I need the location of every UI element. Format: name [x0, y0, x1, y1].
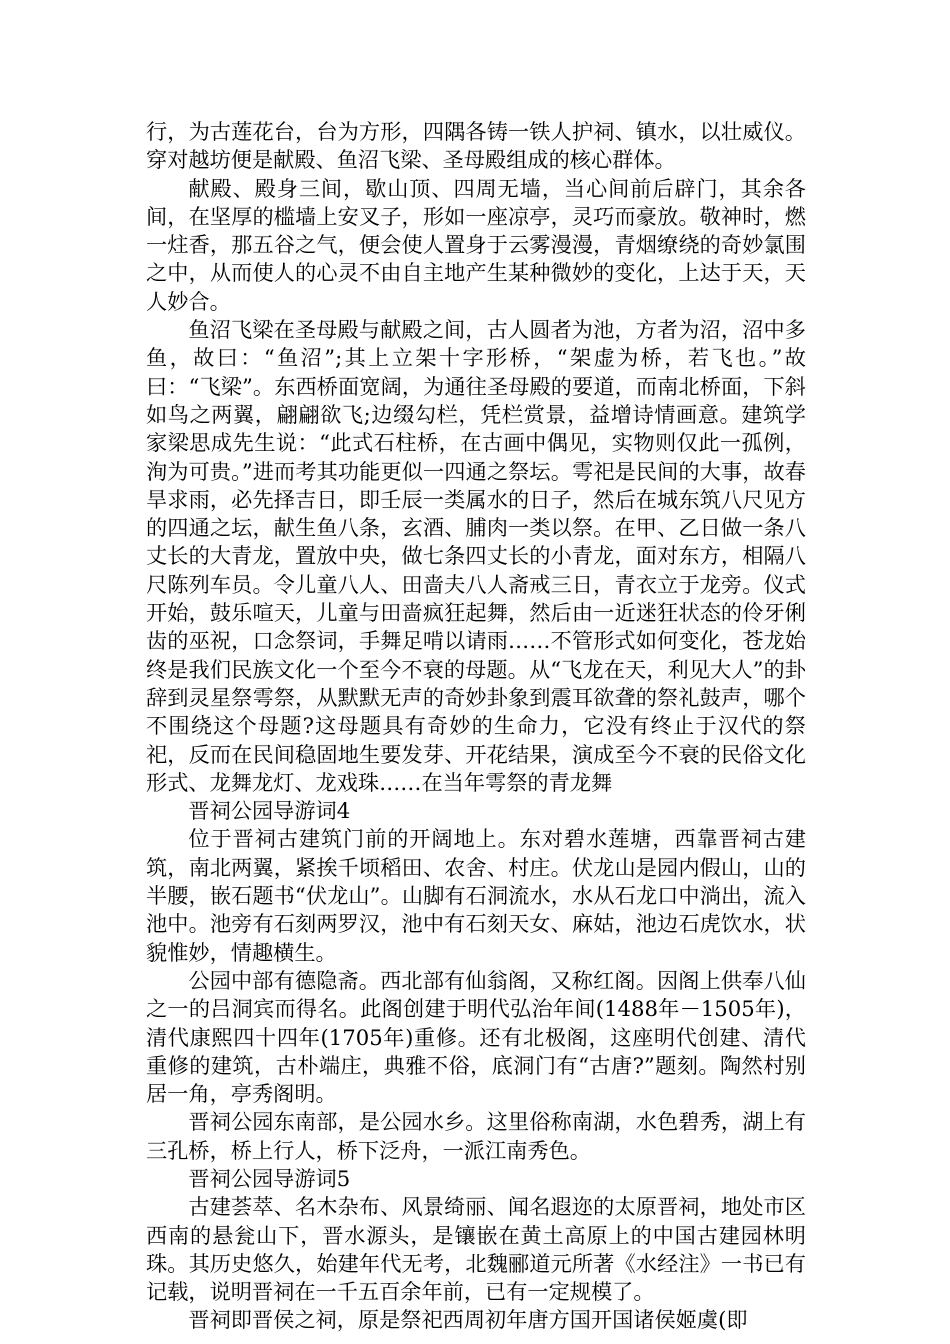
paragraph-8: 晋祠即晋侯之祠，原是祭祀西周初年唐方国开国诸侯姬虞(即: [188, 1307, 748, 1333]
paragraph-5: 公园中部有德隐斋。西北部有仙翁阁，又称红阁。因阁上供奉八仙之一的吕洞宾而得名。此阁创建于明代弘治年间(1488年－1505年)，清代康熙四十四年(1705年)重修。还有北极阁，这座明代创建、清代重修的建筑，古朴端庄，典雅不俗，底洞门有“古唐?”题刻。陶然村别居一角，亭秀阁明。: [146, 967, 806, 1107]
paragraph-2: 献殿、殿身三间，歇山顶、四周无墙，当心间前后辟门，其余各间，在坚厚的槛墙上安叉子，形如一座凉亭，灵巧而豪放。敬神时，燃一炷香，那五谷之气，便会使人置身于云雾漫漫，青烟缭绕的奇妙氯围之中，从而使人的心灵不由自主地产生某种微妙的变化，上达于天，天人妙合。: [146, 175, 806, 314]
paragraph-4: 位于晋祠古建筑门前的开阔地上。东对碧水莲塘，西靠晋祠古建筑，南北两翼，紧挨千顷稻田、农舍、村庄。伏龙山是园内假山，山的半腰，嵌石题书“伏龙山”。山脚有石洞流水，水从石龙口中淌出，流入池中。池旁有石刻两罗汉，池中有石刻天女、麻姑，池边石虎饮水，状貌惟妙，情趣横生。: [146, 826, 806, 965]
paragraph-3: 鱼沼飞梁在圣母殿与献殿之间，古人圆者为池，方者为沼，沼中多鱼，故曰：“鱼沼”;其上立架十字形桥，“架虚为桥，若飞也。”故曰：“飞梁”。东西桥面宽阔，为通往圣母殿的要道，而南北桥面，下斜如鸟之两翼，翩翩欲飞;边缀勾栏，凭栏赏景，益增诗情画意。建筑学家梁思成先生说：“此式石柱桥，在古画中偶见，实物则仅此一孤例，洵为可贵。”进而考其功能更似一四通之祭坛。雩祀是民间的大事，故春旱求雨，必先择吉日，即壬辰一类属水的日子，然后在城东筑八尺见方的四通之坛，献生鱼八条，玄酒、脯肉一类以祭。在甲、乙日做一条八丈长的大青龙，置放中央，做七条四丈长的小青龙，面对东方，相隔八尺陈列车员。令儿童八人、田啬夫八人斋戒三日，青衣立于龙旁。仪式开始，鼓乐喧天，儿童与田啬疯狂起舞，然后由一近迷狂状态的伶牙俐齿的巫祝，口念祭词，手舞足啃以请雨……不管形式如何变化，苍龙始终是我们民族文化一个至今不衰的母题。从“飞龙在天，利见大人”的卦辞到灵星祭雩祭，从默默无声的奇妙卦象到震耳欲聋的祭礼鼓声，哪个不围绕这个母题?这母题具有奇妙的生命力，它没有终止于汉代的祭祀，反而在民间稳固地生要发芽、开花结果，演成至今不衰的民俗文化形式、龙舞龙灯、龙戏珠……在当年雩祭的青龙舞: [146, 317, 806, 795]
document-page: [146, 118, 806, 1335]
section-heading-4: 晋祠公园导游词4: [188, 798, 351, 824]
paragraph-1: 行，为古莲花台，台为方形，四隅各铸一铁人护祠、镇水，以壮威仪。穿对越坊便是献殿、鱼沼飞梁、圣母殿组成的核心群体。: [146, 119, 806, 173]
paragraph-6: 晋祠公园东南部，是公园水乡。这里俗称南湖，水色碧秀，湖上有三孔桥，桥上行人，桥下泛舟，一派江南秀色。: [146, 1109, 806, 1163]
section-heading-5: 晋祠公园导游词5: [188, 1165, 351, 1191]
paragraph-7: 古建荟萃、名木杂布、风景绮丽、闻名遐迩的太原晋祠，地处市区西南的悬瓮山下，晋水源头，是镶嵌在黄土高原上的中国古建园林明珠。其历史悠久，始建年代无考，北魏郦道元所著《水经注》一书已有记载，说明晋祠在一千五百余年前，已有一定规模了。: [146, 1194, 806, 1305]
